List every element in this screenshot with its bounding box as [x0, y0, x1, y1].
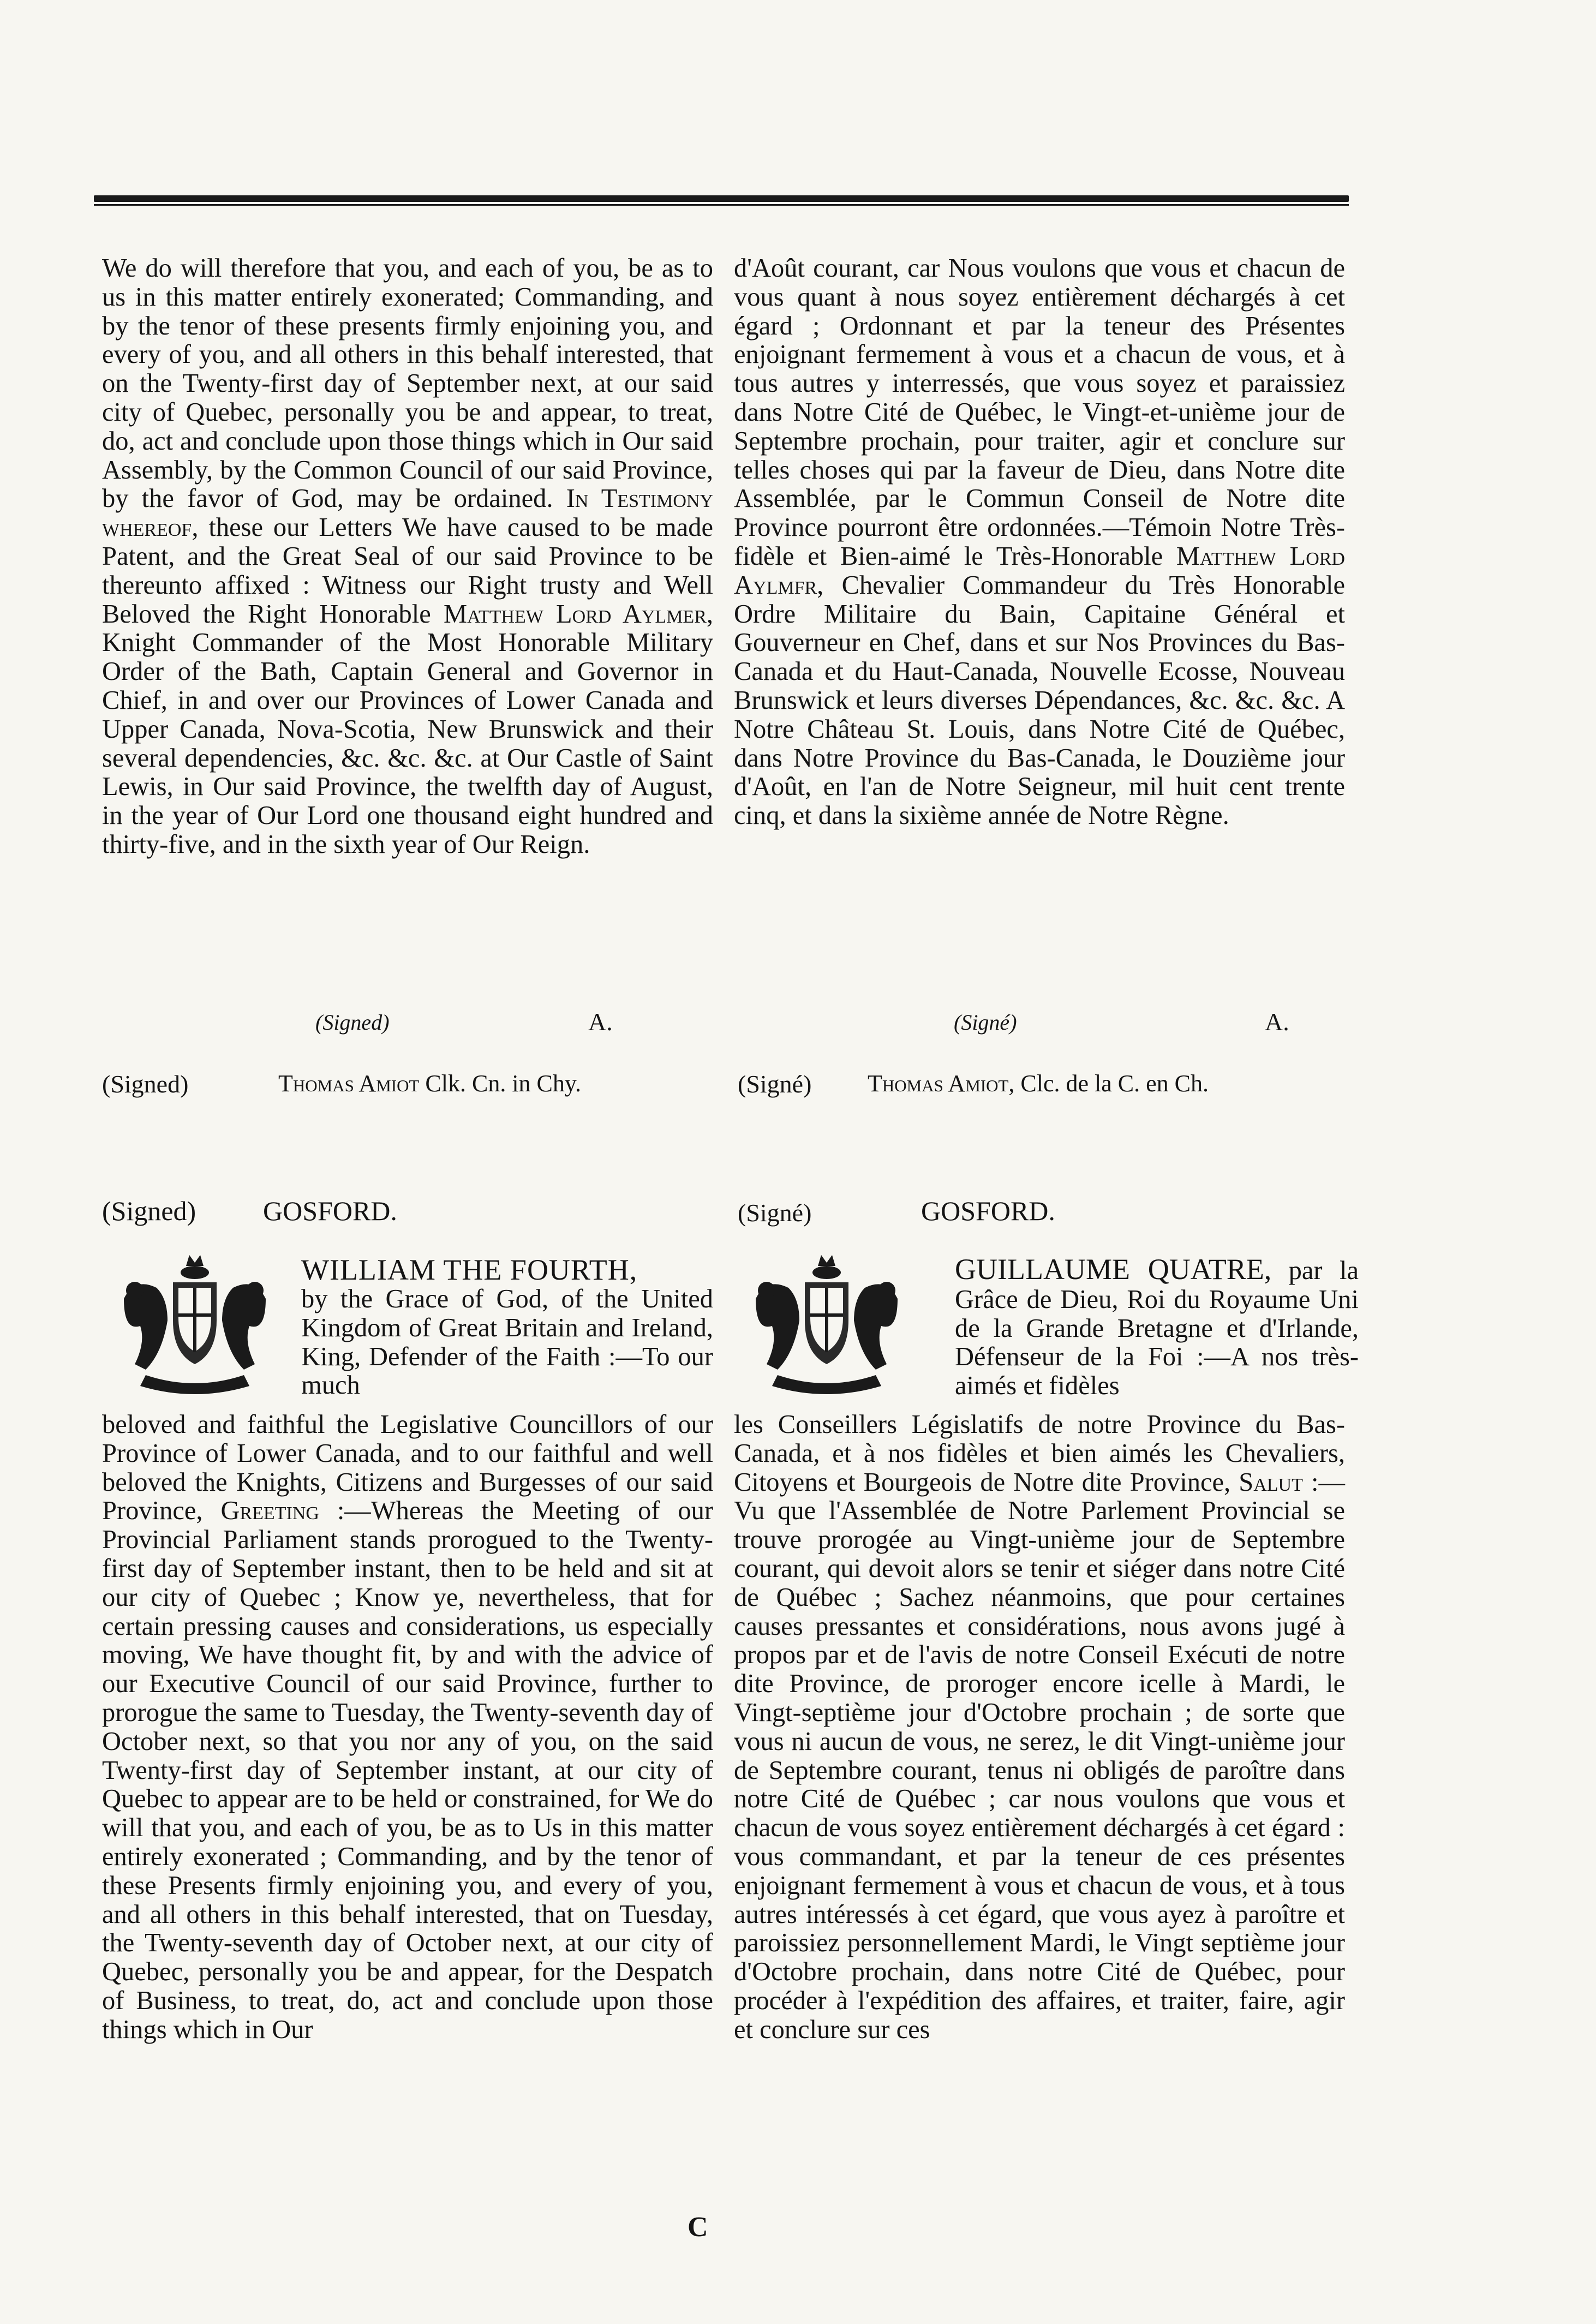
english-text-3: Knight Commander of the Most Honorable Military Order of the Bath, Captain General and Governor in Chief, in and over our Provinces of Lower Canada and Upper Canada, Nova-Scotia, New Brunswick and their several dependencies, &c. &c. &c. at Our Castle of Saint Lewis, in Our said Province, the twelfth day of August, in the year of Our Lord one thousand eight hundred and thirty-five, and in the sixth year of Our Reign.: [102, 628, 713, 859]
en-proc-body-column: [102, 1411, 713, 2045]
fr-signed-italic: (Signé): [954, 1010, 1017, 1035]
french-text: d'Août courant, car Nous voulons que vous et chacun de vous quant à nous soyez entièrement déchargés à cet égard ; Ordonnant et par la teneur des Présentes enjoignant fermement à vous et a chacun de vous, et à tous autres y interressés, que vous soyez et paraissiez dans Notre Cité de Québec, le Vingt-et-unième jour de Septembre prochain, pour traiter, agir et conclure sur telles choses qui par la faveur de Dieu, dans Notre dite Assemblée, par le Commun Conseil de Notre dite Province pourront être ordonnées.—Témoin Notre Très-fidèle et Bien-aimé le Très-Honorable: [734, 254, 1345, 571]
en-proc-head: [301, 1255, 713, 1400]
fr-clerk-title: Clc. de la C. en Ch.: [1020, 1070, 1209, 1097]
french-text-2: Chevalier Commandeur du Très Honorable Ordre Militaire du Bain, Capitaine Général et Gouverneur en Chef, dans et sur Nos Provinces du Bas-Canada et du Haut-Canada, Nouvelle Ecosse, Nouveau Brunswick et leurs diverses Dépendances, &c. &c. &c. A Notre Château St. Louis, dans Notre Cité de Québec, dans Notre Province du Bas-Canada, le Douzième jour d'Août, en l'an de Notre Seigneur, mil huit cent trente cinq, et dans la sixième année de Notre Règne.: [734, 570, 1345, 831]
en-body-1: beloved and faithful the Legislative Councillors of our Province of Lower Canada, and to our faithful and well beloved the Knights, Citizens and Burgesses of our said Province,: [102, 1410, 713, 1526]
fr-gosford-name: GOSFORD.: [921, 1196, 1055, 1226]
en-gosford-label: (Signed): [102, 1196, 196, 1226]
en-clerk: [278, 1070, 581, 1097]
header-rule: [94, 195, 1349, 202]
en-proc-body: [102, 1411, 713, 2045]
fr-signed-initial: A.: [1265, 1008, 1289, 1036]
en-gosford-name: GOSFORD.: [263, 1196, 397, 1226]
english-text: We do will therefore that you, and each of you, be as to us in this matter entirely exonerated; Commanding, and by the tenor of these presents firmly enjoining you, and every of you, and all others in this behalf interested, that on the Twenty-first day of September next, at our said city of Quebec, personally you be and appear, to treat, do, act and conclude upon those things which in Our said Assembly, by the Common Council of our said Province, by the favor of God, may be ordained.: [102, 254, 713, 513]
en-clerk-title: Clk. Cn. in Chy.: [425, 1070, 582, 1097]
english-name-caps: Matthew Lord Aylmer,: [443, 599, 713, 629]
fr-clerk-name: Thomas Amiot,: [868, 1070, 1015, 1097]
fr-proc-body-column: [734, 1411, 1345, 2045]
en-signed-initial: A.: [588, 1008, 613, 1036]
fr-proc-heading: GUILLAUME QUATRE,: [955, 1253, 1272, 1286]
fr-gosford-label: (Signé): [738, 1199, 812, 1227]
english-top-column: [102, 254, 713, 859]
royal-arms-icon-fr: [734, 1250, 925, 1397]
en-clerk-name: Thomas Amiot: [278, 1070, 420, 1097]
royal-arms-icon: [102, 1250, 293, 1397]
fr-clerk: [868, 1070, 1209, 1097]
french-top-paragraph: [734, 254, 1345, 831]
french-top-column: [734, 254, 1345, 831]
fr-proc-head-block: [955, 1255, 1359, 1401]
fr-salut: Salut: [1239, 1467, 1303, 1497]
en-proc-head-text: by the Grace of God, of the United Kingdom of Great Britain and Ireland, King, Defender of the Faith :—To our much: [301, 1285, 713, 1400]
fr-proc-head: [955, 1255, 1359, 1401]
fr-signed-label: (Signé): [738, 1070, 812, 1098]
fr-proc-body: [734, 1411, 1345, 2045]
en-signed-label: (Signed): [102, 1070, 189, 1098]
en-signed-italic: (Signed): [315, 1010, 390, 1035]
english-text-2: these our Letters We have caused to be made Patent, and the Great Seal of our said Province to be thereunto affixed : Witness our Right trusty and Well Beloved the Right Honorable: [102, 513, 713, 629]
page-signature: C: [688, 2212, 708, 2243]
testimony-caps: In Testimony whereof,: [102, 484, 714, 542]
fr-proc-head-text: par la Grâce de Dieu, Roi du Royaume Uni de la Grande Bretagne et d'Irlande, Défenseur de la Foi :—A nos très-aimés et fidèles: [955, 1256, 1359, 1401]
fr-body-1: les Conseillers Législatifs de notre Province du Bas-Canada, et à nos fidèles et bien aimés les Chevaliers, Citoyens et Bourgeois de Notre dite Province,: [734, 1410, 1345, 1497]
en-body-2: :—Whereas the Meeting of our Provincial Parliament stands prorogued to the Twenty-first day of September instant, then to be held and sit at our city of Quebec ; Know ye, nevertheless, that for certain pressing causes and considerations, us especially moving, We have thought fit, by and with the advice of our Executive Council of our said Province, further to prorogue the same to Tuesday, the Twenty-seventh day of October next, so that you nor any of you, on the said Twenty-first day of September instant, at our city of Quebec to appear are to be held or constrained, for We do will that you, and each of you, be as to Us in this matter entirely exonerated ; Commanding, and by the tenor of these Presents firmly enjoining you, and every of you, and all others in this behalf interested, that on Tuesday, the Twenty-seventh day of October next, at our city of Quebec, personally you be and appear, for the Despatch of Business, to treat, do, act and conclude upon those things which in Our: [102, 1496, 714, 2044]
fr-body-2: :—Vu que l'Assemblée de Notre Parlement Provincial se trouve prorogée au Vingt-unième jour de Septembre courant, qui devoit alors se tenir et siéger dans notre Cité de Québec ; Sachez néanmoins, que pour certaines causes pressantes et considérations, nous avons jugé à propos par et de l'avis de notre Conseil Exécuti de notre dite Province, de proroger encore icelle à Mardi, le Vingt-septième jour d'Octobre prochain ; de sorte que vous ni aucun de vous, ne serez, le dit Vingt-unième jour de Septembre courant, tenus ni obligés de paroître dans notre Cité de Québec ; car nous voulons que vous et chacun de vous soyez entièrement déchargés à cet égard : vous commandant, et par la teneur de ces présentes enjoignant fermement à vous et chacun de vous, et à tous autres intéressés à cet égard, que vous ayez à paroître et paroissiez personnellement Mardi, le Vingt septième jour d'Octobre prochain, dans notre Cité de Québec, pour procéder à l'expédition des affaires, et traiter, faire, agir et conclure sur ces: [734, 1467, 1345, 2044]
english-top-paragraph: [102, 254, 713, 859]
french-name-caps: Matthew Lord Aylmfr,: [734, 541, 1345, 600]
en-proc-heading: WILLIAM THE FOURTH,: [301, 1253, 638, 1286]
en-greeting: Greeting: [220, 1496, 319, 1526]
